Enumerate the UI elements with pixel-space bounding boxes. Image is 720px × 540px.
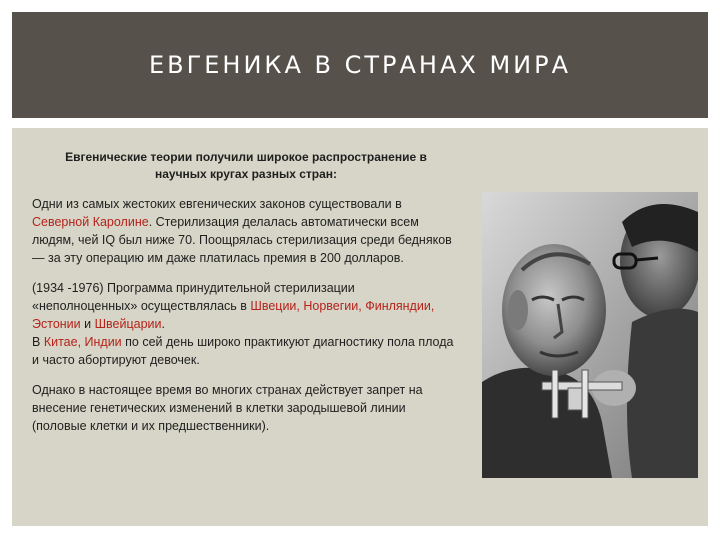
paragraph-north-carolina bbox=[32, 195, 460, 267]
highlight-north-carolina: Северной Каролине bbox=[32, 215, 149, 229]
text-column bbox=[32, 149, 460, 447]
p2-text-5: по сей день широко практикуют диагностику пола плода и часто абортируют девочек. bbox=[32, 335, 454, 367]
paragraph-current-ban: Однако в настоящее время во многих странах действует запрет на внесение генетических изменений в клетки зародышевой линии (половые клетки и их предшественники). bbox=[32, 383, 423, 433]
p2-text-3: . bbox=[161, 317, 165, 331]
p1-text-2: . Стерилизация делалась автоматически всем людям, чей IQ был ниже 70. Поощрялась стерилизация среди бедняков — за эту операцию им даже платилась премия в 200 долларов. bbox=[32, 215, 452, 265]
highlight-china-india: Китае, Индии bbox=[43, 335, 122, 349]
photo-illustration bbox=[482, 192, 698, 478]
highlight-scandinavia: Швеции, Норвегии, Финляндии, Эстонии bbox=[32, 299, 435, 331]
p1-text-1: Одни из самых жестоких евгенических законов существовали в bbox=[32, 197, 402, 211]
paragraph-sterilization-program bbox=[32, 279, 460, 369]
intro-text: Евгенические теории получили широкое распространение в научных кругах разных стран: bbox=[65, 150, 427, 181]
p2-text-1: (1934 -1976) Программа принудительной стерилизации «неполноценных» осуществлялась в bbox=[32, 281, 355, 313]
highlight-switzerland: Швейцарии bbox=[94, 317, 162, 331]
slide-title: ЕВГЕНИКА В СТРАНАХ МИРА bbox=[148, 51, 571, 79]
title-bar bbox=[12, 12, 708, 118]
p2-text-2: и bbox=[80, 317, 95, 331]
photo-eugenic-measurement bbox=[482, 192, 698, 478]
content-panel bbox=[12, 128, 708, 526]
p2-text-4: В bbox=[32, 335, 44, 349]
